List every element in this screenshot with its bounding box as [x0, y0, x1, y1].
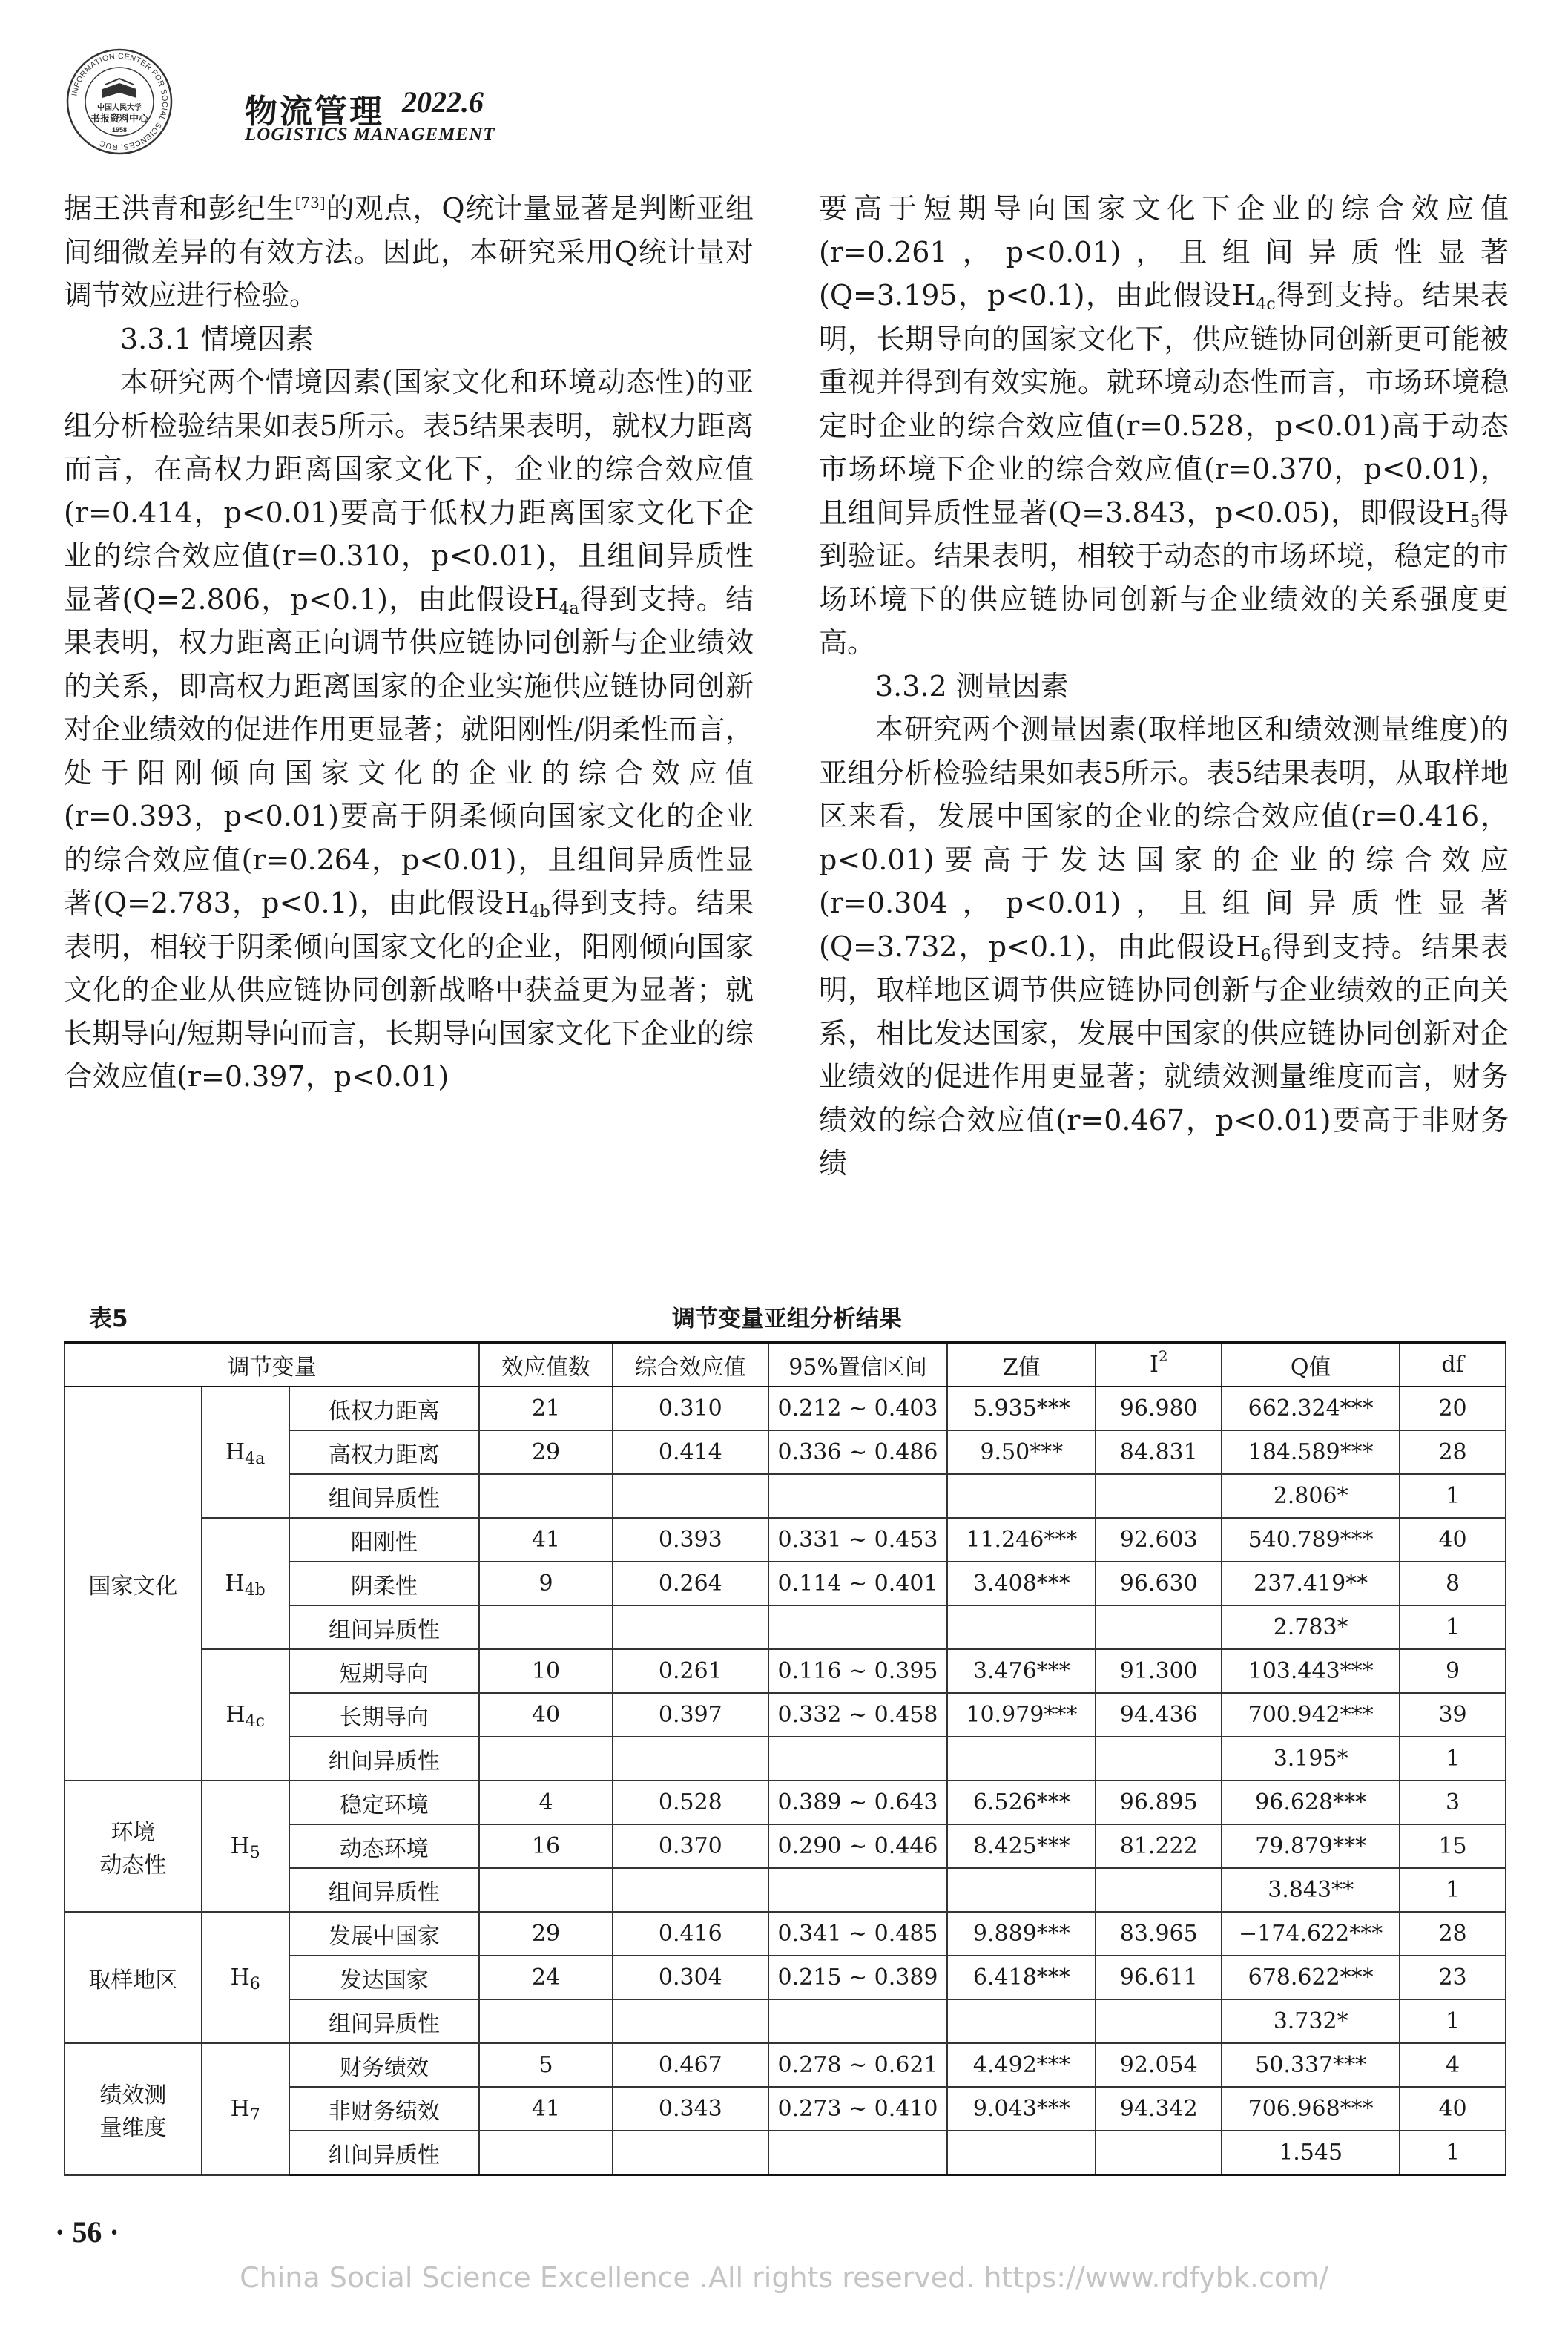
table-cell: [479, 1605, 613, 1649]
col-header-i2: $I^2$: [1096, 1343, 1222, 1387]
hypothesis-h5: $H_5$: [202, 1781, 289, 1912]
table-cell: 28: [1400, 1912, 1506, 1956]
table-cell: 92.603: [1096, 1518, 1222, 1562]
table-cell: 41: [479, 1518, 613, 1562]
journal-title-cn: 物流管理: [245, 93, 384, 131]
table-cell: 0.332 ~ 0.458: [768, 1693, 948, 1737]
table-cell: 24: [479, 1956, 613, 1999]
table-caption: [64, 1300, 1510, 1335]
table-cell: 4: [479, 1781, 613, 1824]
table-cell: 6.526***: [947, 1781, 1096, 1824]
table-cell: [613, 1999, 768, 2043]
table-cell: 23: [1400, 1956, 1506, 1999]
table-cell: 21: [479, 1387, 613, 1430]
table-cell: 0.304: [613, 1956, 768, 1999]
group-environmental-dynamism: 环境 动态性: [65, 1781, 202, 1912]
table-row: [65, 1518, 1506, 1562]
table-cell: 长期导向: [289, 1693, 480, 1737]
table-cell: [613, 2131, 768, 2175]
table-cell: 79.879***: [1222, 1824, 1400, 1868]
table-cell: 组间异质性: [289, 1868, 480, 1912]
hypothesis-h4b: $H_{4b}$: [202, 1518, 289, 1649]
table-cell: [479, 1868, 613, 1912]
table-cell: 0.370: [613, 1824, 768, 1868]
hypothesis-h7: $H_7$: [202, 2043, 289, 2175]
table-cell: 28: [1400, 1430, 1506, 1474]
paragraph: 本研究两个情境因素(国家文化和环境动态性)的亚组分析检验结果如表5所示。表5结果表明，就权力距离而言，在高权力距离国家文化下，企业的综合效应值(r=0.414，p<0.01)要高于低权力距离国家文化下企业的综合效应值(r=0.310，p<0.01)，且组间异质性显著(Q=2.806，p<0.1)，由此假设$H_{4a}$得到支持。结果表明，权力距离正向调节供应链协同创新与企业绩效的关系，即高权力距离国家的企业实施供应链协同创新对企业绩效的促进作用更显著；就阳刚性/阴柔性而言，处于阳刚倾向国家文化的企业的综合效应值(r=0.393，p<0.01)要高于阴柔倾向国家文化的企业的综合效应值(r=0.264，p<0.01)，且组间异质性显著(Q=2.783，p<0.1)，由此假设$H_{4b}$得到支持。结果表明，相较于阴柔倾向国家文化的企业，阳刚倾向国家文化的企业从供应链协同创新战略中获益更为显著；就长期导向/短期导向而言，长期导向国家文化下企业的综合效应值(r=0.397，p<0.01): [64, 366, 754, 1093]
table-cell: 540.789***: [1222, 1518, 1400, 1562]
table-cell: −174.622***: [1222, 1912, 1400, 1956]
section-heading-3-3-1: 3.3.1 情境因素: [120, 322, 314, 355]
table-cell: 706.968***: [1222, 2087, 1400, 2131]
table-cell: 9.889***: [947, 1912, 1096, 1956]
table-cell: 8.425***: [947, 1824, 1096, 1868]
table-cell: 8: [1400, 1562, 1506, 1605]
group-sampling-region: 取样地区: [65, 1912, 202, 2043]
table-cell: 稳定环境: [289, 1781, 480, 1824]
table-cell: [768, 1605, 948, 1649]
table-cell: 0.331 ~ 0.453: [768, 1518, 948, 1562]
table-cell: 3.195*: [1222, 1737, 1400, 1781]
table-cell: [947, 1868, 1096, 1912]
table-cell: 低权力距离: [289, 1387, 480, 1430]
journal-header: [64, 46, 509, 157]
table-cell: [1096, 1737, 1222, 1781]
table-cell: 0.114 ~ 0.401: [768, 1562, 948, 1605]
journal-title-en: LOGISTICS MANAGEMENT: [245, 125, 495, 145]
table-cell: 678.622***: [1222, 1956, 1400, 1999]
paragraph: 要高于短期导向国家文化下企业的综合效应值(r=0.261，p<0.01)，且组间异质性显著(Q=3.195，p<0.1)，由此假设$H_{4c}$得到支持。结果表明，长期导向的国家文化下，供应链协同创新更可能被重视并得到有效实施。就环境动态性而言，市场环境稳定时企业的综合效应值(r=0.528，p<0.01)高于动态市场环境下企业的综合效应值(r=0.370，p<0.01)，且组间异质性显著(Q=3.843，p<0.05)，即假设$H_5$得到验证。结果表明，相较于动态的市场环境，稳定的市场环境下的供应链协同创新与企业绩效的关系强度更高。: [819, 192, 1509, 659]
table-cell: 3.843**: [1222, 1868, 1400, 1912]
col-header-q: Q值: [1222, 1343, 1400, 1387]
col-header-df: df: [1400, 1343, 1506, 1387]
table-cell: 0.215 ~ 0.389: [768, 1956, 948, 1999]
table-cell: 4: [1400, 2043, 1506, 2087]
table-cell: [1096, 1605, 1222, 1649]
paragraph: 据王洪青和彭纪生[73]的观点，Q统计量显著是判断亚组间细微差异的有效方法。因此，本研究采用Q统计量对调节效应进行检验。: [64, 192, 754, 312]
table-cell: 6.418***: [947, 1956, 1096, 1999]
table-cell: 9: [479, 1562, 613, 1605]
table-cell: 103.443***: [1222, 1649, 1400, 1693]
table-cell: [1096, 1474, 1222, 1518]
table-cell: 3: [1400, 1781, 1506, 1824]
table-cell: 发达国家: [289, 1956, 480, 1999]
table-cell: 0.273 ~ 0.410: [768, 2087, 948, 2131]
table-cell: [1096, 1999, 1222, 2043]
table-cell: [613, 1605, 768, 1649]
table-row: [65, 1387, 1506, 1430]
table-cell: 2.806*: [1222, 1474, 1400, 1518]
col-header-r: 综合效应值: [613, 1343, 768, 1387]
table-cell: 动态环境: [289, 1824, 480, 1868]
table-cell: 0.389 ~ 0.643: [768, 1781, 948, 1824]
table-cell: 10: [479, 1649, 613, 1693]
table-cell: [613, 1737, 768, 1781]
right-column: [819, 187, 1509, 1186]
group-performance-dimension: 绩效测 量维度: [65, 2043, 202, 2175]
table-cell: 0.467: [613, 2043, 768, 2087]
table-cell: 10.979***: [947, 1693, 1096, 1737]
group-national-culture: 国家文化: [65, 1387, 202, 1781]
table-cell: [479, 1474, 613, 1518]
table-cell: 1.545: [1222, 2131, 1400, 2175]
svg-text:中国人民大学: 中国人民大学: [97, 104, 142, 112]
table-cell: 阳刚性: [289, 1518, 480, 1562]
table-cell: [479, 1999, 613, 2043]
table-cell: 1: [1400, 1999, 1506, 2043]
table-cell: 96.611: [1096, 1956, 1222, 1999]
table-cell: 662.324***: [1222, 1387, 1400, 1430]
table-cell: 50.337***: [1222, 2043, 1400, 2087]
table-cell: 94.342: [1096, 2087, 1222, 2131]
hypothesis-h4c: $H_{4c}$: [202, 1649, 289, 1781]
svg-text:1958: 1958: [111, 126, 128, 134]
table-cell: 1: [1400, 1605, 1506, 1649]
table-cell: [768, 1999, 948, 2043]
table-cell: 3.732*: [1222, 1999, 1400, 2043]
table-cell: 短期导向: [289, 1649, 480, 1693]
table-cell: 0.528: [613, 1781, 768, 1824]
table-cell: 0.261: [613, 1649, 768, 1693]
table-cell: 1: [1400, 1474, 1506, 1518]
table-cell: [947, 1999, 1096, 2043]
table-cell: 9.043***: [947, 2087, 1096, 2131]
table-cell: [768, 2131, 948, 2175]
table-cell: 组间异质性: [289, 2131, 480, 2175]
table-cell: 非财务绩效: [289, 2087, 480, 2131]
table-cell: 财务绩效: [289, 2043, 480, 2087]
table-cell: [479, 1737, 613, 1781]
table-cell: 1: [1400, 1868, 1506, 1912]
table-cell: 9.50***: [947, 1430, 1096, 1474]
table-cell: 40: [479, 1693, 613, 1737]
table-cell: 0.393: [613, 1518, 768, 1562]
col-header-moderator: 调节变量: [65, 1343, 479, 1387]
table-cell: [479, 2131, 613, 2175]
table-cell: 29: [479, 1430, 613, 1474]
left-column: [64, 187, 754, 1099]
table-cell: [1096, 2131, 1222, 2175]
watermark: China Social Science Excellence .All rights reserved. https://www.rdfybk.com/: [240, 2261, 1328, 2294]
table-cell: 1: [1400, 1737, 1506, 1781]
table-cell: 91.300: [1096, 1649, 1222, 1693]
rdfybk-logo-icon: [64, 46, 175, 157]
svg-text:INFORMATION CENTER FOR SOCIAL: INFORMATION CENTER FOR SOCIAL SCIENCES, RUC: [70, 51, 170, 152]
table-cell: 184.589***: [1222, 1430, 1400, 1474]
table-cell: 20: [1400, 1387, 1506, 1430]
table-cell: 2.783*: [1222, 1605, 1400, 1649]
table-cell: 0.212 ~ 0.403: [768, 1387, 948, 1430]
table-cell: 41: [479, 2087, 613, 2131]
table-cell: 81.222: [1096, 1824, 1222, 1868]
table-cell: 0.341 ~ 0.485: [768, 1912, 948, 1956]
table-cell: 237.419**: [1222, 1562, 1400, 1605]
table-cell: [768, 1737, 948, 1781]
table-cell: 0.336 ~ 0.486: [768, 1430, 948, 1474]
table-cell: 组间异质性: [289, 1474, 480, 1518]
table-cell: 3.476***: [947, 1649, 1096, 1693]
col-header-ci: 95%置信区间: [768, 1343, 948, 1387]
table-cell: 9: [1400, 1649, 1506, 1693]
table-cell: 39: [1400, 1693, 1506, 1737]
journal-issue: 2022.6: [402, 85, 484, 119]
table-cell: 组间异质性: [289, 1605, 480, 1649]
section-heading-3-3-2: 3.3.2 测量因素: [875, 669, 1069, 703]
table-cell: 0.414: [613, 1430, 768, 1474]
table-cell: 5.935***: [947, 1387, 1096, 1430]
table-cell: 0.290 ~ 0.446: [768, 1824, 948, 1868]
table-cell: [768, 1868, 948, 1912]
table-cell: 3.408***: [947, 1562, 1096, 1605]
table-row: [65, 1649, 1506, 1693]
col-header-z: Z值: [947, 1343, 1096, 1387]
table-cell: 94.436: [1096, 1693, 1222, 1737]
moderator-subgroup-table: [64, 1341, 1506, 2176]
table-cell: 96.895: [1096, 1781, 1222, 1824]
table-cell: [613, 1474, 768, 1518]
table-cell: [947, 2131, 1096, 2175]
table-cell: 1: [1400, 2131, 1506, 2175]
table-cell: [1096, 1868, 1222, 1912]
table-cell: 29: [479, 1912, 613, 1956]
table-cell: 96.628***: [1222, 1781, 1400, 1824]
col-header-k: 效应值数: [479, 1343, 613, 1387]
table-cell: 5: [479, 2043, 613, 2087]
table-cell: 组间异质性: [289, 1999, 480, 2043]
table-cell: 0.264: [613, 1562, 768, 1605]
page-number: · 56 ·: [55, 2215, 119, 2249]
table-cell: [947, 1605, 1096, 1649]
table-cell: 0.397: [613, 1693, 768, 1737]
table-cell: 40: [1400, 1518, 1506, 1562]
table-title: 调节变量亚组分析结果: [672, 1306, 902, 1332]
table-label: 表5: [89, 1306, 128, 1332]
table-cell: 96.630: [1096, 1562, 1222, 1605]
table-cell: [947, 1737, 1096, 1781]
table-cell: 16: [479, 1824, 613, 1868]
table-cell: 发展中国家: [289, 1912, 480, 1956]
hypothesis-h4a: $H_{4a}$: [202, 1387, 289, 1518]
table-row: [65, 1781, 1506, 1824]
citation-ref: [73]: [294, 194, 326, 211]
table-cell: 0.343: [613, 2087, 768, 2131]
table-cell: 组间异质性: [289, 1737, 480, 1781]
table-cell: 0.116 ~ 0.395: [768, 1649, 948, 1693]
paragraph: 本研究两个测量因素(取样地区和绩效测量维度)的亚组分析检验结果如表5所示。表5结果表明，从取样地区来看，发展中国家的企业的综合效应值(r=0.416，p<0.01)要高于发达国家的企业的综合效应(r=0.304，p<0.01)，且组间异质性显著(Q=3.732，p<0.1)，由此假设$H_6$得到支持。结果表明，取样地区调节供应链协同创新与企业绩效的正向关系，相比发达国家，发展中国家的供应链协同创新对企业绩效的促进作用更显著；就绩效测量维度而言，财务绩效的综合效应值(r=0.467，p<0.01)要高于非财务绩: [819, 713, 1509, 1180]
svg-text:书报资料中心: 书报资料中心: [90, 114, 149, 125]
table-cell: 0.310: [613, 1387, 768, 1430]
table-cell: 700.942***: [1222, 1693, 1400, 1737]
hypothesis-h6: $H_6$: [202, 1912, 289, 2043]
table-row: [65, 2043, 1506, 2087]
table-cell: [947, 1474, 1096, 1518]
table-cell: 96.980: [1096, 1387, 1222, 1430]
table-cell: 15: [1400, 1824, 1506, 1868]
table-cell: 高权力距离: [289, 1430, 480, 1474]
table-cell: 84.831: [1096, 1430, 1222, 1474]
table-cell: 阴柔性: [289, 1562, 480, 1605]
table-cell: [613, 1868, 768, 1912]
table-header-row: [65, 1343, 1506, 1387]
table-cell: [768, 1474, 948, 1518]
table-cell: 83.965: [1096, 1912, 1222, 1956]
table-cell: 4.492***: [947, 2043, 1096, 2087]
table-cell: 0.416: [613, 1912, 768, 1956]
table-cell: 11.246***: [947, 1518, 1096, 1562]
table-row: [65, 1912, 1506, 1956]
table-cell: 40: [1400, 2087, 1506, 2131]
table-cell: 0.278 ~ 0.621: [768, 2043, 948, 2087]
table-cell: 92.054: [1096, 2043, 1222, 2087]
